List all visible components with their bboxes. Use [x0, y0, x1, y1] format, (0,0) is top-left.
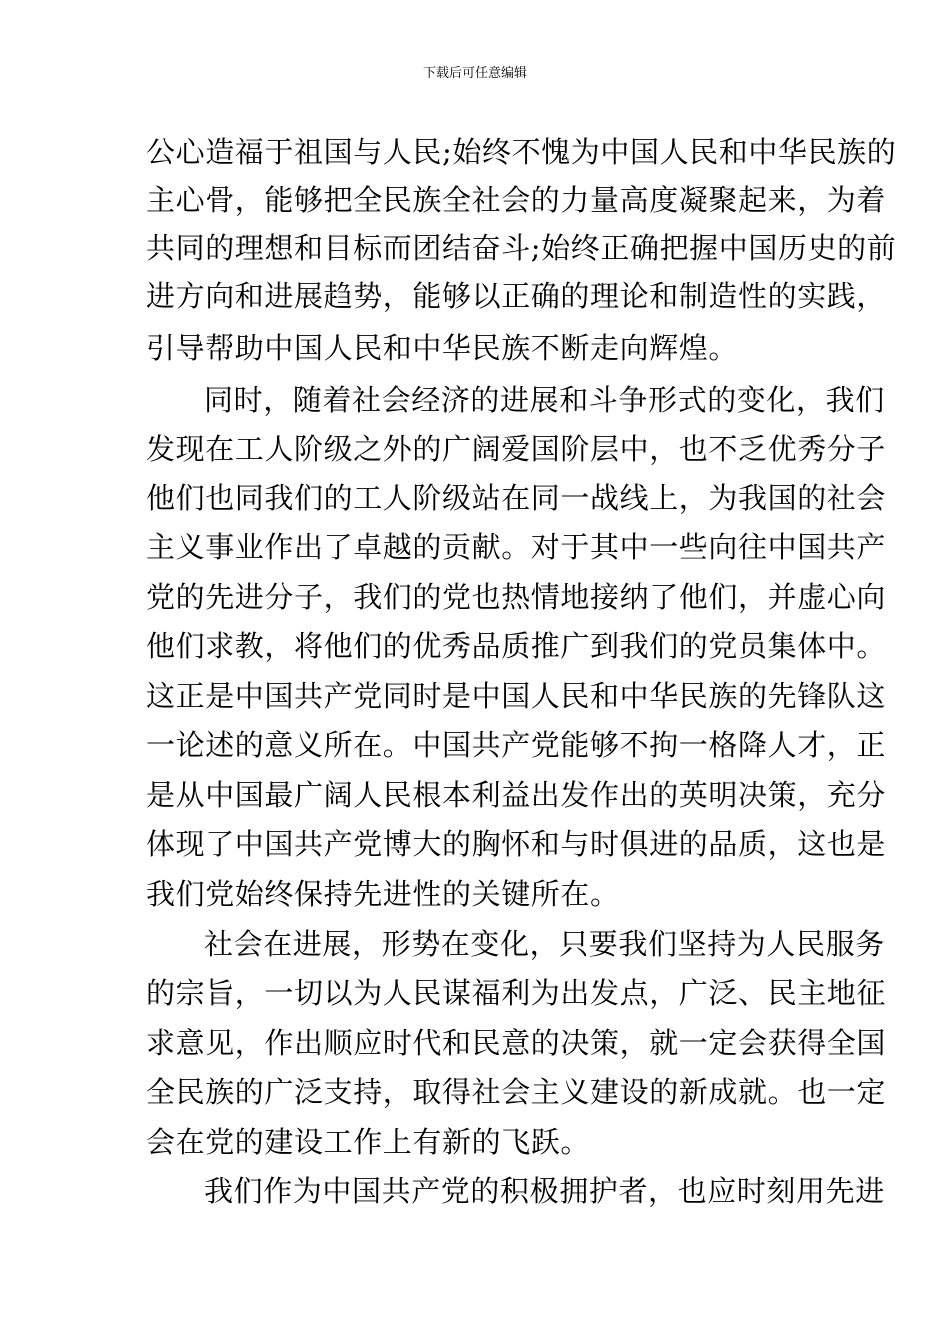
paragraph-2-line-2: 发现在工人阶级之外的广阔爱国阶层中，也不乏优秀分子	[146, 432, 887, 466]
paragraph-3-line-4: 全民族的广泛支持，取得社会主义建设的新成就。也一定	[146, 1075, 887, 1109]
paragraph-1-line-3: 共同的理想和目标而团结奋斗;始终正确把握中国历史的前	[146, 231, 897, 265]
page-header-note: 下载后可任意编辑	[422, 66, 527, 81]
paragraph-1-line-1: 公心造福于祖国与人民;始终不愧为中国人民和中华民族的	[146, 135, 897, 169]
paragraph-3-line-1: 社会在进展，形势在变化，只要我们坚持为人民服务	[204, 927, 885, 961]
paragraph-1-line-5: 引导帮助中国人民和中华民族不断走向辉煌。	[146, 331, 739, 365]
paragraph-1-line-2: 主心骨，能够把全民族全社会的力量高度凝聚起来，为着	[146, 183, 887, 217]
paragraph-3-line-2: 的宗旨，一切以为人民谋福利为出发点，广泛、民主地征	[146, 976, 887, 1010]
paragraph-2-line-6: 他们求教，将他们的优秀品质推广到我们的党员集体中。	[146, 629, 887, 663]
paragraph-4-line-1: 我们作为中国共产党的积极拥护者，也应时刻用先进	[204, 1174, 885, 1208]
paragraph-2-line-10: 体现了中国共产党博大的胸怀和与时俱进的品质，这也是	[146, 827, 887, 861]
paragraph-3-line-3: 求意见，作出顺应时代和民意的决策，就一定会获得全国	[146, 1026, 887, 1060]
paragraph-2-line-7: 这正是中国共产党同时是中国人民和中华民族的先锋队这	[146, 679, 887, 713]
paragraph-3-line-5: 会在党的建设工作上有新的飞跃。	[146, 1125, 591, 1159]
paragraph-2-line-11: 我们党始终保持先进性的关键所在。	[146, 877, 620, 911]
paragraph-2-line-3: 他们也同我们的工人阶级站在同一战线上，为我国的社会	[146, 481, 887, 515]
paragraph-2-line-8: 一论述的意义所在。中国共产党能够不拘一格降人才，正	[146, 728, 887, 762]
paragraph-2-line-9: 是从中国最广阔人民根本利益出发作出的英明决策，充分	[146, 778, 887, 812]
paragraph-2-line-4: 主义事业作出了卓越的贡献。对于其中一些向往中国共产	[146, 530, 887, 564]
paragraph-2-line-5: 党的先进分子，我们的党也热情地接纳了他们，并虚心向	[146, 580, 887, 614]
paragraph-2-line-1: 同时，随着社会经济的进展和斗争形式的变化，我们	[204, 383, 885, 417]
paragraph-1-line-4: 进方向和进展趋势，能够以正确的理论和制造性的实践，	[146, 279, 887, 313]
